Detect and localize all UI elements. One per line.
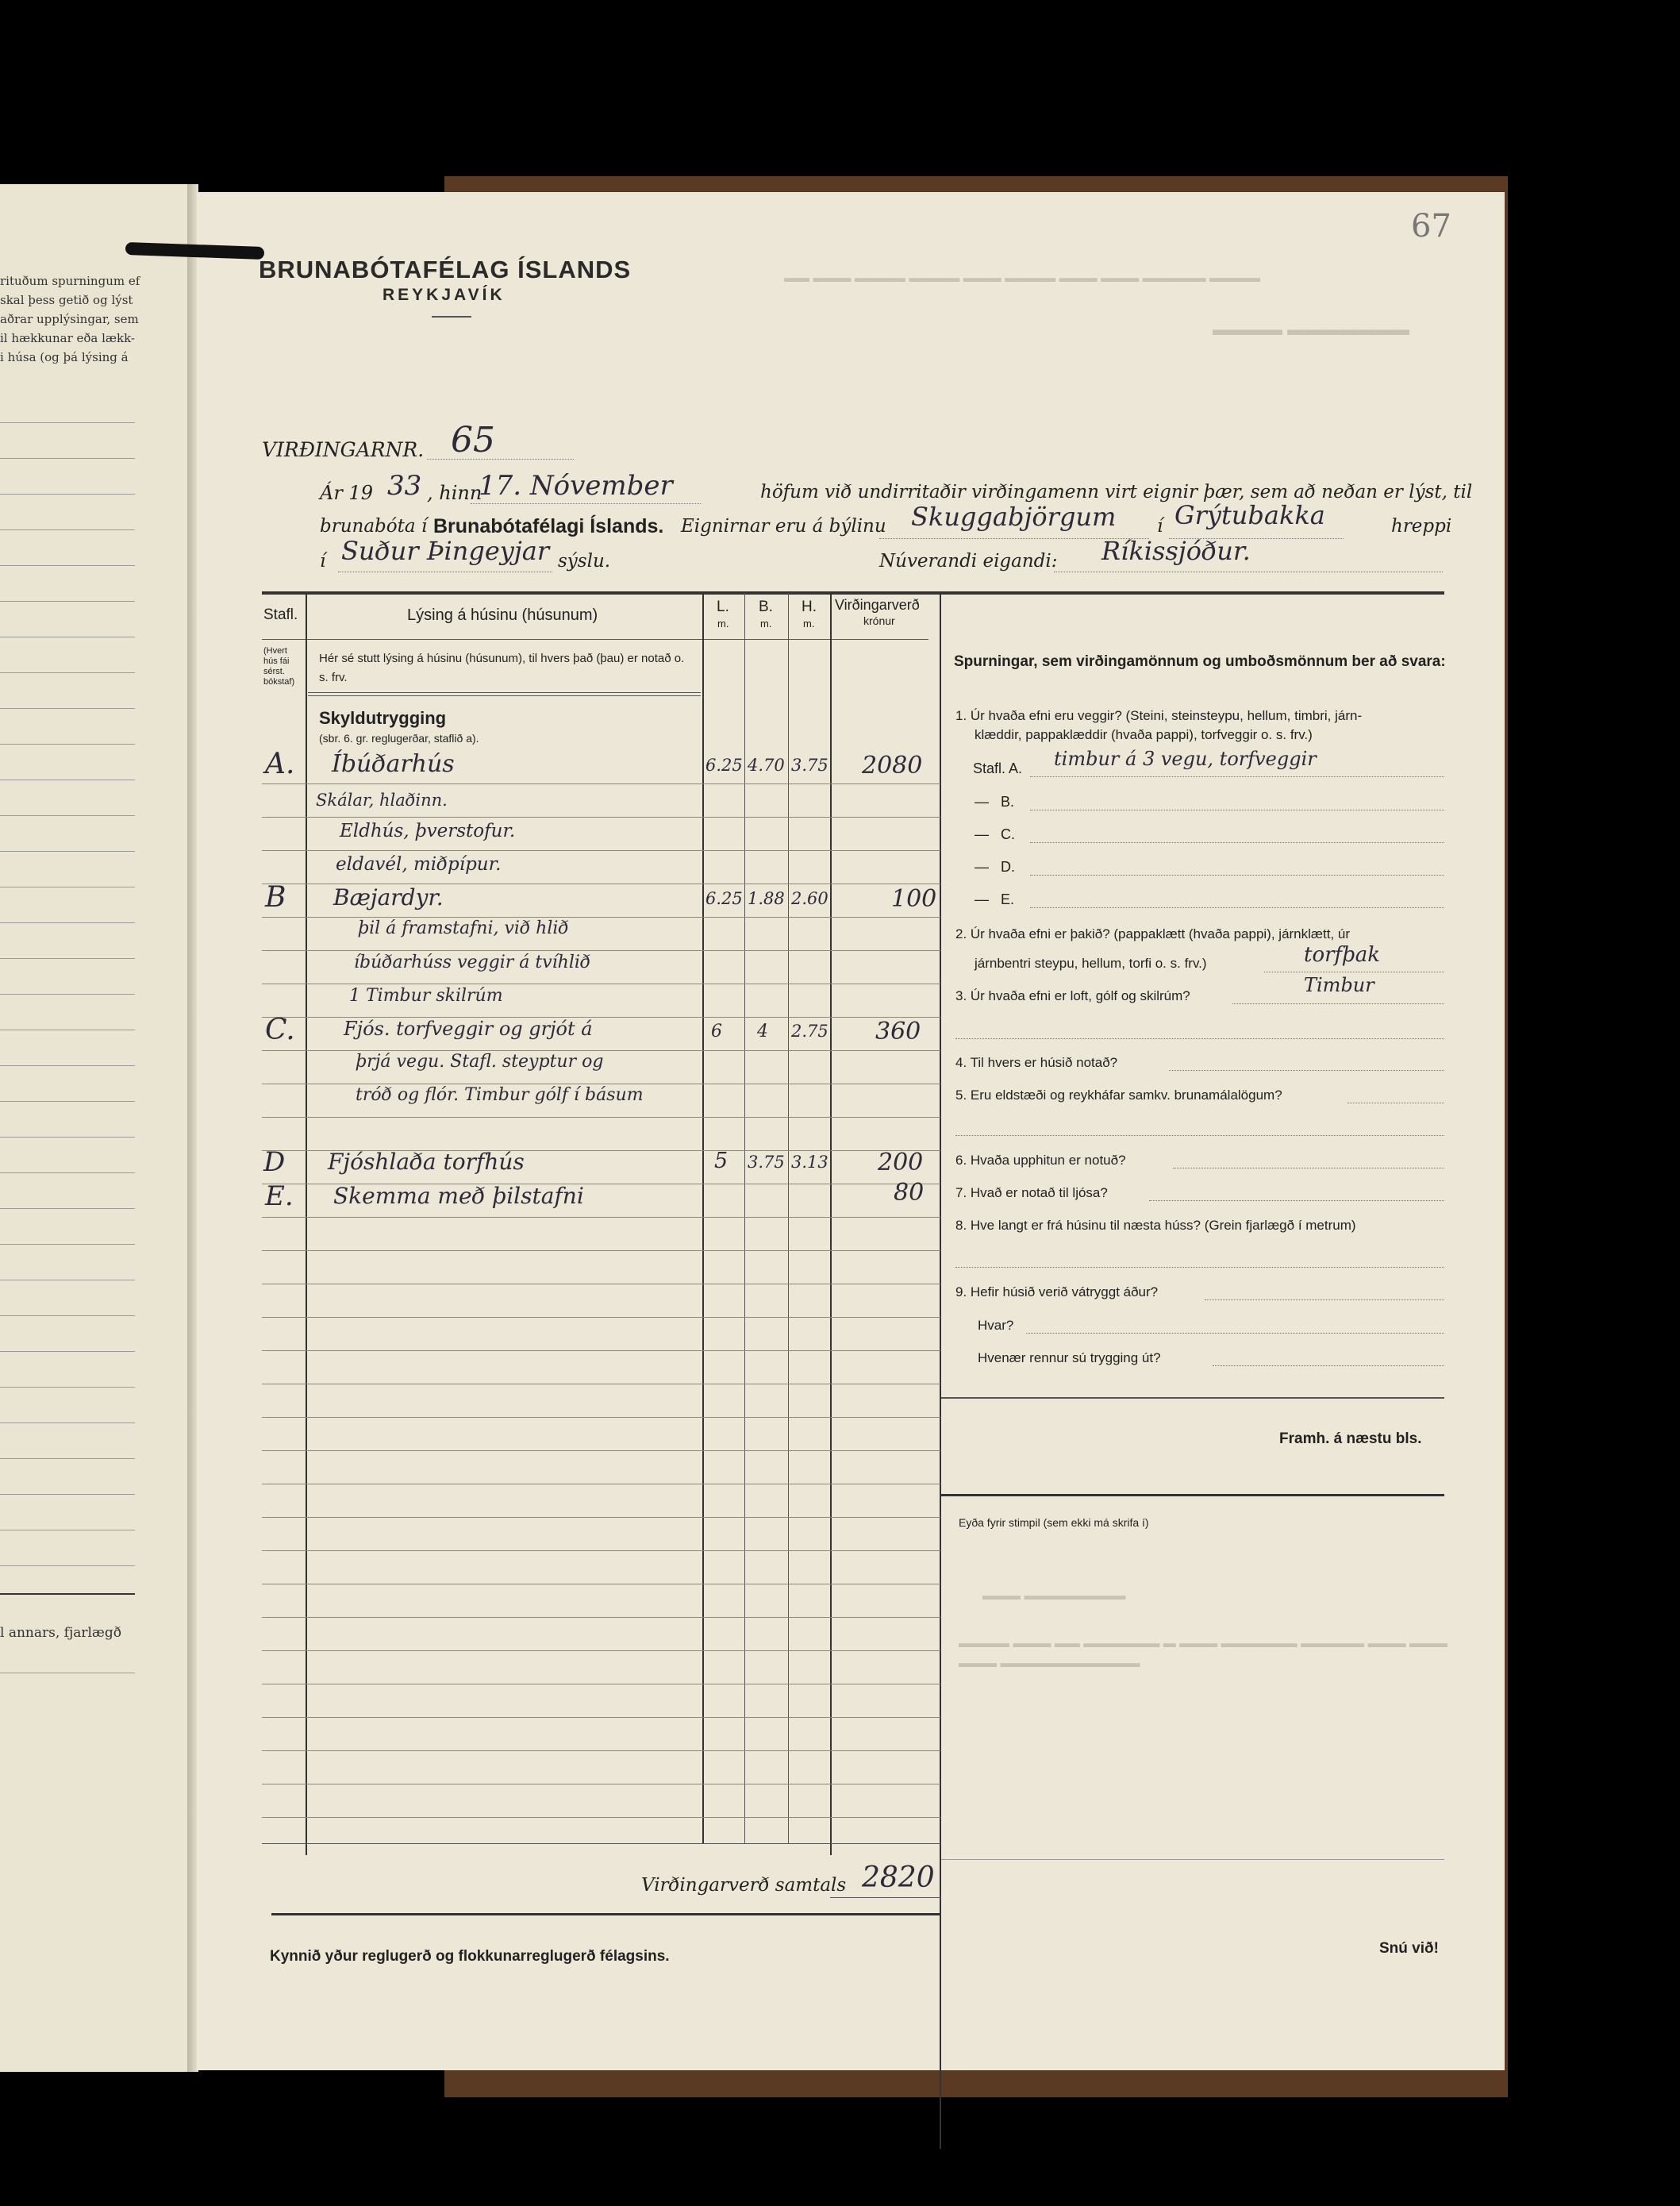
row-value: 100 [891, 885, 937, 913]
virdingarnr-value: 65 [451, 420, 495, 460]
i-label: í [1157, 516, 1163, 537]
date-value: 17. Nóvember [479, 470, 673, 502]
row-value: 200 [878, 1149, 924, 1176]
row-stafl: E. [265, 1180, 294, 1212]
row-desc: Bæjardyr. [333, 884, 444, 911]
row-l: 5 [714, 1149, 729, 1173]
sysla-value: Suður Þingeyjar [341, 536, 550, 566]
brunabota-bold: Brunabótafélagi Íslands. [433, 515, 664, 537]
question-1b: klæddir, pappaklæddir (hvaða pappi), torfveggir o. s. frv.) [975, 727, 1313, 742]
letter-e: — E. [975, 891, 1015, 907]
year-value: 33 [387, 470, 422, 502]
question-2b: járnbentri steypu, hellum, torfi o. s. frv.) [975, 956, 1207, 971]
row-value: 80 [894, 1179, 925, 1207]
question-7: 7. Hvað er notað til ljósa? [955, 1185, 1108, 1200]
header-virding: Virðingarverð [835, 597, 920, 613]
row-l: 6.25 [705, 756, 743, 775]
form-page: 67 BRUNABÓTAFÉLAG ÍSLANDS REYKJAVÍK ▬▬ ▬▬▬ ▬▬▬▬ ▬▬▬▬ ▬▬▬ ▬▬▬▬ ▬▬▬ ▬▬▬ ▬▬▬▬▬ ▬▬▬▬ ▬▬▬▬ ▬▬▬▬▬▬▬ VIRÐINGARNR. 65 Ár 19 33 , hinn 17. Nóvember höfum við undirritaðir virðingamenn virt eignir þær, sem að neðan er lýst, til brunabóta í Brunabótafélagi Íslands. Eignirnar eru á býlinu Skuggabjörgum í Grýtubakka hreppi í Suður Þingeyjar sýslu. Núverandi eigandi: Ríkissjóður. Stafl. Lýsing á húsinu (húsunum) L. m. B. m. H. m. Virðingarverð krónur (Hvert hús fái sérst. bókstaf) Hér sé stutt lýsing á húsinu (húsunum), til hvers það (þau) er notað o. s. frv. Skyldutrygging (sbr. 6. gr. reglugerðar, staflið a). A. Íbúðarhús Skálar, hlaðinn. Eldhús, þverstofur. eldavél, miðpípur. 6.25 4.70 3.75 2080 B Bæjardyr. þil á framstafni, við hlið íbúðarhúss veggir á tvíhlið 1 Timbur skilrúm 6.25 1.88 2.60 100 C. Fjós. torfveggir og grjót á þrjá vegu. Stafl. steyptur og tróð og flór. Timbur gólf í básum 6 4 2.75 360 D Fjóshlaða torfhús 5 3.75 3.13 200 E. Skemma með þilstafni 80 Virðingarverð samtals 2820 Spurningar, sem virðingamönnum og umboðsmönnum ber að svara: 1. Úr hvaða efni eru veggir? (Steini, steinsteypu, hellum, timbri, járn- klæddir, pappaklæddir (hvaða pappi), torfveggir o. s. frv.) Stafl. A. timbur á 3 vegu, torfveggir — B. — C. — D. — E. 2. Úr hvaða efni er þakið? (pappaklætt (hvaða pappi), járnklætt, úr járnbentri steypu, hellum, torfi o. s. frv.) torfþak 3. Úr hvaða efni er loft, gólf og skilrúm? Timbur 4. Til hvers er húsið notað? 5. Eru eldstæði og reykháfar samkv. brunamálalögum? 6. Hvaða upphitun er notuð? 7. Hvað er notað til ljósa? 8. Hve langt er frá húsinu til næsta húss? (Grein fjarlægð í metrum) 9. Hefir húsið verið vátryggt áður? Hvar? Hvenær rennur sú trygging út? Framh. á næstu bls. Eyða fyrir stimpil (sem ekki má skrifa í) ▬▬▬ ▬▬▬▬▬▬▬▬ ▬▬▬▬ ▬▬▬ ▬▬ ▬▬▬▬▬▬ ▬ ▬▬▬ ▬▬▬▬▬▬ ▬▬▬▬▬ ▬▬▬ ▬▬▬ ▬▬▬ ▬▬▬▬▬▬▬▬▬▬▬ Kynnið yður reglugerð og flokkunarreglugerð félagsins. Snú við! [197, 192, 1505, 2070]
row-value: 360 [875, 1018, 921, 1045]
table-header-rule [262, 639, 928, 640]
stafl-a-label: Stafl. A. [973, 760, 1023, 776]
header-h: H. [802, 599, 817, 615]
question-3: 3. Úr hvaða efni er loft, gólf og skilrúm? [955, 988, 1190, 1003]
section-title: Skyldutrygging [319, 708, 447, 728]
row-desc: þil á framstafni, við hlið [358, 918, 569, 938]
stamp-area-label: Eyða fyrir stimpil (sem ekki má skrifa í) [959, 1516, 1149, 1529]
question-1: 1. Úr hvaða efni eru veggir? (Steini, steinsteypu, hellum, timbri, járn- [955, 708, 1363, 723]
row-h: 2.75 [791, 1022, 828, 1041]
left-page-text: rituðum spurningum ef [0, 274, 140, 288]
row-stafl: C. [265, 1014, 295, 1046]
header-virding-unit: krónur [863, 614, 895, 627]
stamp-area-rule [941, 1494, 1444, 1496]
row-desc: íbúðarhúss veggir á tvíhlið [354, 953, 591, 972]
hinn-label: , hinn [427, 482, 482, 504]
left-page [0, 184, 192, 2072]
desc-note: Hér sé stutt lýsing á húsinu (húsunum), til hvers það (þau) er notað o. s. frv. [319, 652, 685, 684]
row-b: 4.70 [748, 756, 785, 775]
question-8: 8. Hve langt er frá húsinu til næsta húss? (Grein fjarlægð í metrum) [955, 1218, 1356, 1233]
letter-c: — C. [975, 826, 1016, 842]
row-desc: tróð og flór. Timbur gólf í básum [356, 1085, 644, 1105]
row-h: 3.13 [791, 1153, 828, 1172]
row-h: 3.75 [791, 756, 828, 775]
row-h: 2.60 [791, 889, 828, 908]
row-desc: Fjóshlaða torfhús [328, 1149, 525, 1175]
footer-turn: Snú við! [1379, 1940, 1439, 1957]
header-l-unit: m. [717, 618, 729, 629]
row-desc: Fjós. torfveggir og grjót á [344, 1018, 593, 1040]
year-label: Ár 19 [320, 482, 373, 504]
row-l: 6.25 [705, 889, 743, 908]
hreppi-label: hreppi [1391, 516, 1452, 537]
eigandi-value: Ríkissjóður. [1101, 536, 1251, 566]
virdingarnr-label: VIRÐINGARNR. [262, 438, 425, 461]
section-note: (sbr. 6. gr. reglugerðar, staflið a). [319, 732, 479, 745]
hreppur-value: Grýtubakka [1174, 500, 1325, 530]
row-b: 4 [757, 1022, 768, 1041]
total-value: 2820 [862, 1861, 935, 1894]
farm-value: Skuggabjörgum [911, 502, 1117, 532]
row-desc: Skálar, hlaðinn. [316, 791, 448, 810]
left-page-text: i húsa (og þá lýsing á [0, 350, 129, 364]
row-stafl: A. [265, 748, 295, 780]
answer-a: timbur á 3 vegu, torfveggir [1054, 748, 1317, 770]
header-l: L. [717, 599, 729, 615]
hvenaer-label: Hvenær rennur sú trygging út? [978, 1350, 1161, 1365]
question-4: 4. Til hvers er húsið notað? [955, 1055, 1118, 1070]
question-2: 2. Úr hvaða efni er þakið? (pappaklætt (hvaða pappi), járnklætt, úr [955, 926, 1351, 941]
left-page-text: aðrar upplýsingar, sem [0, 312, 139, 326]
footer-note: Kynnið yður reglugerð og flokkunarreglugerð félagsins. [270, 1948, 670, 1965]
desc-note-rule [308, 692, 701, 693]
question-9: 9. Hefir húsið verið vátryggt áður? [955, 1284, 1159, 1299]
row-desc: eldavél, miðpípur. [336, 854, 502, 875]
row-stafl: B [265, 881, 286, 914]
row-desc: 1 Timbur skilrúm [349, 986, 503, 1006]
answer-2: torfþak [1304, 943, 1381, 967]
page-number: 67 [1411, 208, 1451, 244]
header-h-unit: m. [803, 618, 815, 629]
framh-text: Framh. á næstu bls. [1279, 1430, 1422, 1447]
questions-end-rule [941, 1397, 1444, 1399]
row-stafl: D [263, 1146, 286, 1178]
org-name: BRUNABÓTAFÉLAG ÍSLANDS [259, 256, 632, 283]
syslu-label: sýslu. [558, 551, 611, 572]
header-b-unit: m. [760, 618, 772, 629]
title-rule [432, 316, 471, 318]
letter-b: — B. [975, 794, 1015, 810]
row-desc: Íbúðarhús [332, 750, 455, 778]
header-lysing: Lýsing á húsinu (húsunum) [407, 606, 598, 624]
question-6: 6. Hvaða upphitun er notuð? [955, 1153, 1126, 1168]
row-desc: Skemma með þilstafni [333, 1183, 584, 1209]
row-desc: Eldhús, þverstofur. [340, 821, 516, 841]
row-value: 2080 [862, 752, 923, 780]
stafl-note: (Hvert hús fái sérst. bókstaf) [263, 646, 295, 687]
total-label: Virðingarverð samtals [641, 1875, 847, 1896]
eigandi-label: Núverandi eigandi: [879, 551, 1058, 572]
answer-3: Timbur [1304, 974, 1374, 996]
row-l: 6 [711, 1022, 722, 1041]
left-page-bottom-text: l annars, fjarlægð [0, 1625, 122, 1641]
row-desc: þrjá vegu. Stafl. steyptur og [356, 1052, 604, 1072]
i2-label: í [320, 551, 326, 572]
row-b: 3.75 [748, 1153, 785, 1172]
row-b: 1.88 [748, 889, 785, 908]
questions-title: Spurningar, sem virðingamönnum og umboðsmönnum ber að svara: [954, 653, 1446, 670]
left-page-text: il hækkunar eða lækk- [0, 331, 136, 345]
hofum-text: höfum við undirritaðir virðingamenn virt eignir þær, sem að neðan er lýst, til [760, 482, 1473, 502]
hvar-label: Hvar? [978, 1318, 1014, 1333]
brunabota-label: brunabóta í [320, 516, 428, 537]
header-b: B. [759, 599, 773, 615]
question-5: 5. Eru eldstæði og reykháfar samkv. brunamálalögum? [955, 1088, 1282, 1103]
total-rule [271, 1913, 940, 1915]
eignirnar-label: Eignirnar eru á býlinu [681, 516, 886, 537]
letter-d: — D. [975, 859, 1016, 875]
table-top-rule [262, 591, 1444, 595]
left-page-text: skal þess getið og lýst [0, 293, 133, 307]
org-city: REYKJAVÍK [383, 286, 506, 304]
header-stafl: Stafl. [263, 606, 298, 623]
